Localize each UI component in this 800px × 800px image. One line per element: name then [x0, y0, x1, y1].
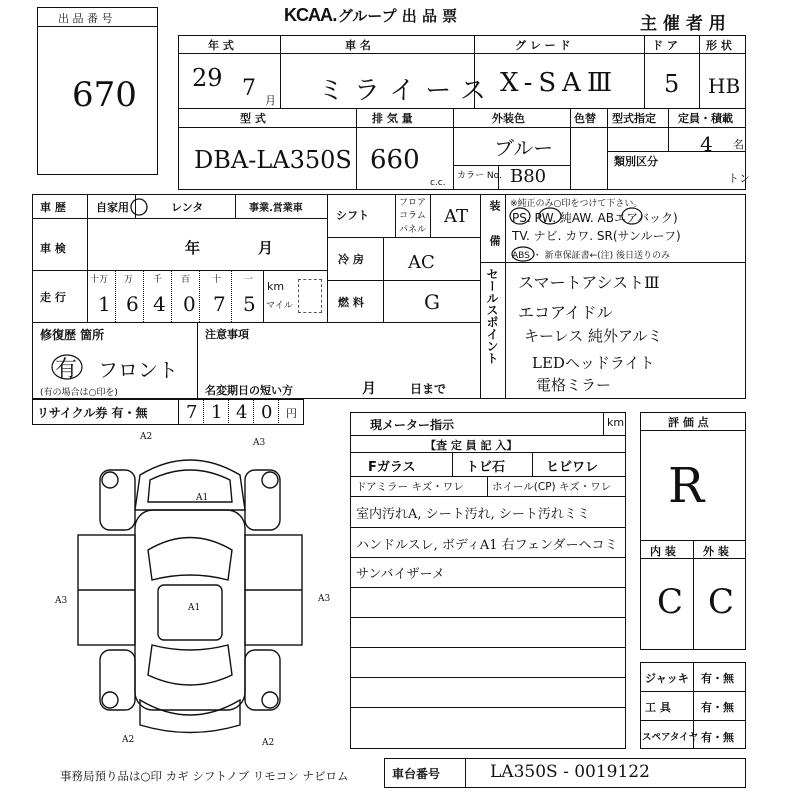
ac-label: 冷 房 [338, 253, 364, 266]
recycle-digit-4: 0 [261, 402, 273, 423]
model-label: 型 式 [240, 112, 266, 125]
history-option-rental[interactable]: レンタ [171, 201, 204, 214]
meter-label: 現メーター指示 [370, 418, 455, 432]
mark-a3-left: A3 [55, 596, 68, 606]
fuel-value: G [424, 290, 440, 314]
glass-crack: ヒビワレ [546, 460, 599, 475]
equipment-line-2: TV. ナビ. カワ. SR(サンルーフ) [512, 229, 681, 243]
mileage-digit-1: 1 [98, 292, 111, 316]
car-name-label: 車 名 [345, 39, 371, 52]
type-designation-label: 型式指定 [612, 112, 656, 125]
equipment-note: ※純正のみ○印をつけて下さい。 [510, 199, 643, 209]
mark-a2-bottom-left: A2 [122, 735, 135, 745]
capacity-value: 4 [700, 132, 713, 156]
exterior-label: 外 装 [703, 545, 729, 558]
sales-point-1: スマートアシストⅢ [518, 273, 660, 292]
mileage-label: 走 行 [40, 291, 66, 304]
displacement-value: 660 [370, 145, 420, 175]
mark-a3-right: A3 [318, 594, 331, 604]
equipment-label: 装 備 [488, 200, 501, 256]
year-label: 年 式 [208, 39, 234, 52]
inspection-year: 年 [185, 239, 201, 257]
cc-unit: c.c. [430, 178, 446, 188]
spare-label: スペアタイヤ [642, 732, 699, 743]
shift-column: コラム [399, 211, 426, 221]
doors-label: ド ア [652, 39, 678, 52]
inspection-month: 月 [258, 239, 274, 257]
tools-label: 工 具 [645, 701, 671, 714]
interior-value: C [657, 582, 684, 622]
fuel-label: 燃 料 [338, 296, 364, 309]
model-code-value: DBA-LA350S [194, 146, 352, 174]
displacement-label: 排 気 量 [372, 112, 413, 125]
repair-detail: フロント [98, 358, 178, 382]
mark-a2-bottom-right: A2 [262, 738, 275, 748]
color-no-label: カラー No. [457, 171, 502, 181]
mark-a2-top-left: A2 [140, 432, 153, 442]
digit-unit-1k: 千 [153, 275, 163, 285]
private-circle [130, 198, 148, 216]
recycle-unit: 円 [286, 407, 297, 420]
km-label: km [267, 280, 285, 293]
capacity-unit: 名 [733, 138, 744, 151]
exterior-value: C [708, 582, 735, 622]
chassis-number: LA350S - 0019122 [490, 762, 650, 782]
mark-a3-top-right: A3 [253, 438, 266, 448]
grade-value: X-SAⅢ [500, 68, 619, 98]
glass-label: Fガラス [368, 460, 416, 475]
inspection-label: 車 検 [40, 242, 66, 255]
inspector-comment-2: ハンドルスレ, ボディA1 右フェンダーヘコミ [356, 538, 618, 553]
equipment-circles [508, 205, 738, 265]
body-type-value: HB [708, 74, 741, 98]
digit-unit-1: 一 [244, 275, 254, 285]
shift-panel: パネル [399, 225, 427, 235]
sales-point-2: エコアイドル [518, 303, 613, 322]
digit-unit-100k: 十万 [90, 275, 109, 285]
repair-circle [50, 352, 84, 382]
exterior-color-label: 外装色 [492, 112, 525, 125]
load-unit: トン [728, 172, 750, 185]
name-change-day: 日まで [410, 382, 447, 396]
inspector-comment-3: サンバイザーメ [356, 567, 445, 582]
mileage-digit-5: 7 [213, 292, 226, 316]
shift-floor: フロア [399, 198, 427, 208]
repair-label: 修復歴 箇所 [40, 328, 105, 342]
mileage-digit-4: 0 [183, 292, 196, 316]
wheel-label: ホイール(CP) キズ・ワレ [492, 481, 612, 493]
mileage-digit-6: 5 [243, 292, 256, 316]
mile-label: マイル [266, 301, 293, 311]
history-option-private[interactable]: 自家用 [96, 201, 129, 214]
name-change-month: 月 [362, 381, 376, 397]
mileage-digit-3: 4 [153, 292, 166, 316]
month-value: 7 [242, 76, 256, 101]
recycle-digit-3: 4 [236, 402, 248, 423]
logo-text: KCAA [284, 5, 332, 25]
color-value: ブルー [494, 136, 554, 160]
capacity-label: 定員・積載 [678, 112, 733, 125]
score-value: R [668, 458, 705, 514]
body-type-label: 形 状 [706, 39, 732, 52]
name-change-label: 名変期日の短い方 [205, 384, 293, 397]
digit-unit-10k: 万 [124, 275, 134, 285]
form-title: .グループ 出 品 票 [332, 7, 458, 25]
glass-chip: トビ石 [466, 460, 506, 475]
sales-point-4: LEDヘッドライト [532, 354, 655, 372]
mirror-label: ドアミラー キズ・ワレ [356, 481, 464, 493]
mileage-digit-2: 6 [126, 292, 139, 316]
mark-a1-roof: A1 [188, 603, 201, 613]
jack-options[interactable]: 有・無 [701, 672, 734, 685]
repair-value: 有 [55, 357, 78, 382]
tools-options[interactable]: 有・無 [701, 701, 734, 714]
spare-options[interactable]: 有・無 [701, 731, 734, 744]
recycle-label: リサイクル券 有・無 [37, 406, 148, 420]
recycle-digit-2: 1 [211, 402, 223, 423]
inspector-comment-1: 室内汚れA, シート汚れ, シート汚れミミ [356, 507, 590, 522]
doors-value: 5 [664, 70, 680, 98]
shift-label: シフト [336, 209, 369, 222]
digit-unit-100: 百 [181, 275, 191, 285]
car-name-value: ミライース [318, 76, 496, 106]
mile-box [298, 279, 322, 313]
logo [284, 5, 457, 26]
equipment-line-1: PS. PW. 純AW. ABエアバック) [512, 211, 678, 225]
sales-point-3: キーレス 純外アルミ [524, 327, 663, 345]
category-label: 類別区分 [614, 155, 658, 168]
grade-label: グ レ ー ド [515, 39, 571, 52]
audience-label: 主 催 者 用 [640, 14, 726, 34]
ac-value: AC [408, 252, 435, 273]
color-change-label: 色替 [574, 112, 596, 125]
recycle-digit-1: 7 [186, 402, 198, 423]
lot-number-label: 出 品 番 号 [58, 12, 113, 25]
month-unit: 月 [265, 94, 276, 107]
inspector-section-title: 【査 定 員 記 入】 [425, 439, 518, 452]
car-diagram [40, 430, 340, 750]
history-label: 車 歴 [40, 201, 66, 214]
interior-label: 内 装 [650, 545, 676, 558]
score-label: 評 価 点 [668, 416, 709, 429]
shift-value: AT [444, 206, 469, 227]
sales-point-5: 電格ミラー [536, 376, 612, 394]
office-items: 事務局預り品は○印 カギ シフトノブ リモコン ナビロム [60, 769, 349, 783]
equipment-line-3: ABS ・ 新車保証書←(注) 後日送りのみ [512, 251, 671, 261]
year-value: 29 [192, 64, 223, 92]
repair-note: (有の場合は○印を) [40, 388, 118, 398]
sales-points-label: セールスポイント [485, 268, 499, 364]
jack-label: ジャッキ [645, 672, 689, 685]
mark-a1-hood: A1 [196, 493, 209, 503]
lot-number: 670 [72, 75, 137, 115]
digit-unit-10: 十 [212, 275, 222, 285]
notes-label: 注意事項 [205, 328, 249, 341]
history-option-business[interactable]: 事業.営業車 [249, 203, 303, 214]
color-code-value: B80 [510, 166, 547, 187]
chassis-label: 車台番号 [392, 767, 441, 781]
meter-km: km [607, 416, 625, 429]
